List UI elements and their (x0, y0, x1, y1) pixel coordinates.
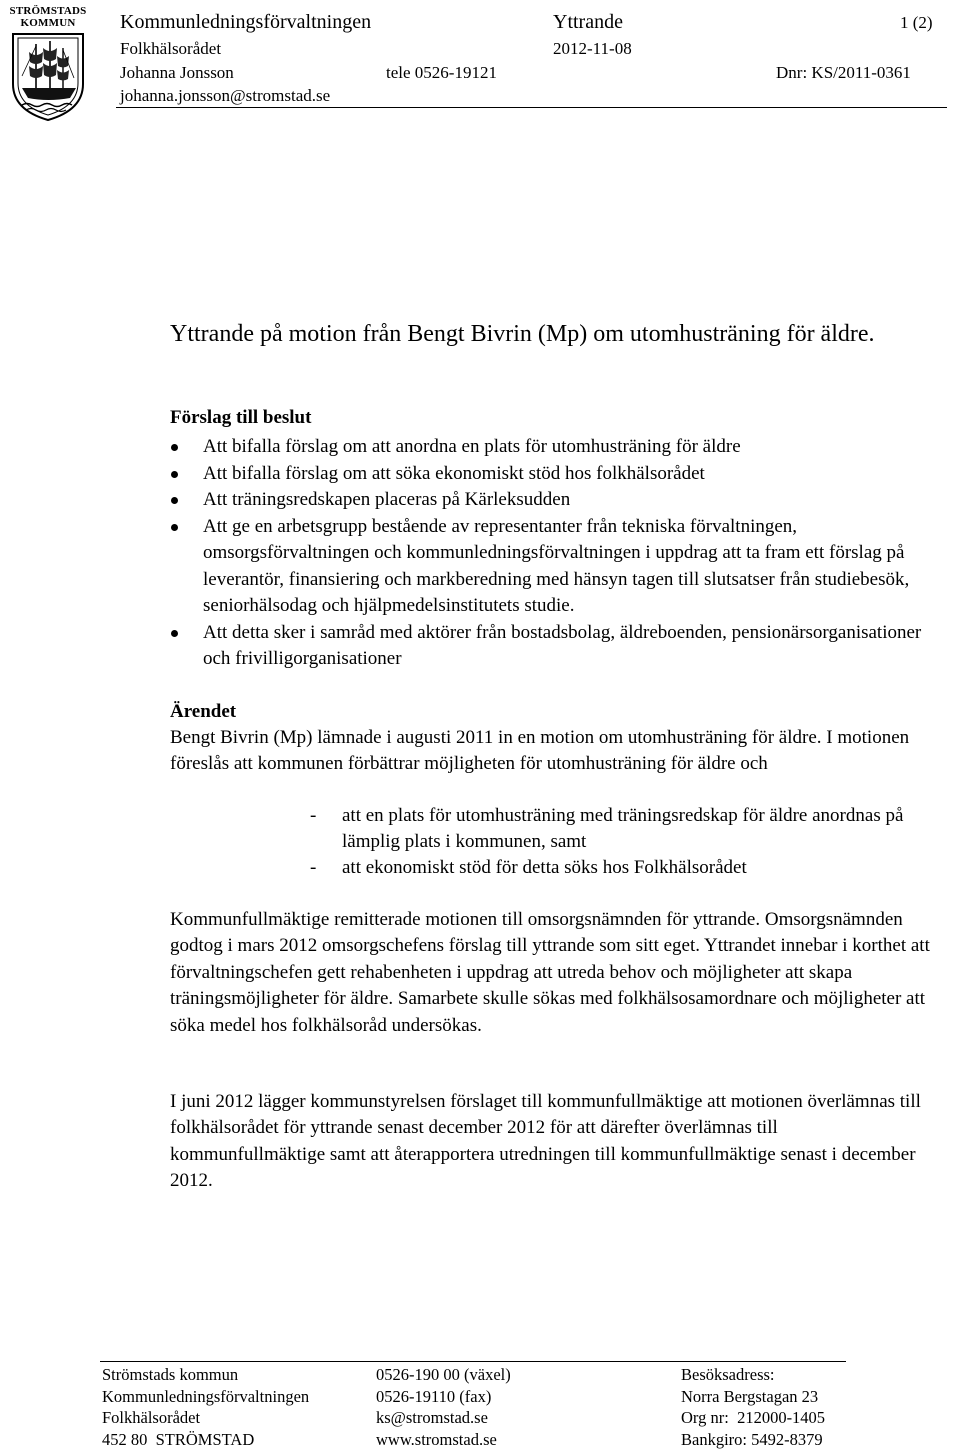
header-divider (116, 107, 947, 108)
document-type: Yttrande (553, 11, 623, 33)
proposal-item: Att bifalla förslag om att söka ekonomiskt stöd hos folkhälsorådet (170, 461, 930, 488)
page-title: Yttrande på motion från Bengt Bivrin (Mp) om utomhusträning för äldre. (170, 321, 875, 347)
proposal-item: Att träningsredskapen placeras på Kärleksudden (170, 487, 930, 514)
matter-intro: Bengt Bivrin (Mp) lämnade i augusti 2011 in en motion om utomhusträning för äldre. I motionen föreslås att kommunen förbättrar möjligheten för utomhusträning för äldre och (170, 727, 910, 775)
dash-marker: - (310, 857, 317, 878)
unit-name: Folkhälsorådet (120, 39, 222, 58)
logo-text-line2: KOMMUN (20, 17, 76, 29)
proposal-heading: Förslag till beslut (170, 407, 312, 428)
author-name: Johanna Jonsson (120, 63, 234, 82)
matter-paragraph-3: I juni 2012 lägger kommunstyrelsen förslaget till kommunfullmäktige att motionen överlämnas till folkhälsorådet för yttrande senast december 2012 för att därefter överlämnas till kommunfullmäktige samt att återapportera utredningen till kommunfullmäktige senast i december 2012. (170, 1091, 921, 1192)
department-name: Kommunledningsförvaltningen (120, 11, 372, 33)
footer-visit-info: Besöksadress: Norra Bergstagan 23 Org nr: 212000-1405 Bankgiro: 5492-8379 (681, 1365, 826, 1449)
bullet-icon (171, 444, 178, 451)
author-phone: tele 0526-19121 (386, 63, 497, 82)
footer-divider (100, 1361, 846, 1362)
diary-number: Dnr: KS/2011-0361 (776, 63, 911, 82)
author-email: johanna.jonsson@stromstad.se (120, 86, 331, 105)
page-number: 1 (2) (900, 13, 933, 32)
logo-text-line1: STRÖMSTADS (9, 5, 87, 17)
dash-marker: - (310, 805, 317, 826)
bullet-icon (171, 471, 178, 478)
bullet-icon (171, 630, 178, 637)
footer-address: Strömstads kommun Kommunledningsförvaltningen Folkhälsorådet 452 80 STRÖMSTAD (102, 1365, 310, 1449)
matter-heading: Ärendet (170, 701, 237, 722)
municipality-logo (4, 4, 92, 122)
proposal-list (170, 434, 930, 673)
bullet-icon (171, 524, 178, 531)
proposal-item: Att detta sker i samråd med aktörer från bostadsbolag, äldreboenden, pensionärsorganisationer och frivilligorganisationer (170, 620, 930, 673)
matter-paragraph-2: Kommunfullmäktige remitterade motionen till omsorgsnämnden för yttrande. Omsorgsnämnden godtog i mars 2012 omsorgschefens förslag till yttrande som sitt eget. Yttrandet innebar i korthet att förvaltningschefen gett rehabenheten i uppdrag att utreda behov och möjligheter att skapa träningsmöjligheter för äldre. Samarbete skulle sökas med folkhälsosamordnare och möjligheter att söka medel hos folkhälsoråd undersökas. (170, 909, 930, 1036)
document-date: 2012-11-08 (553, 39, 632, 58)
bullet-icon (171, 497, 178, 504)
proposal-item: Att bifalla förslag om att anordna en plats för utomhusträning för äldre (170, 434, 930, 461)
footer-contact: 0526-190 00 (växel) 0526-19110 (fax) ks@stromstad.se www.stromstad.se (376, 1365, 511, 1449)
proposal-item: Att ge en arbetsgrupp bestående av representanter från tekniska förvaltningen, omsorgsförvaltningen och kommunledningsförvaltningen i uppdrag att ta fram ett förslag på leverantör, finansiering och markberedning med hänsyn tagen till slutsatser från studiebesök, seniorhälsodag och hjälpmedelsinstitutets studie. (170, 514, 930, 620)
ship-shield-icon (10, 32, 86, 122)
